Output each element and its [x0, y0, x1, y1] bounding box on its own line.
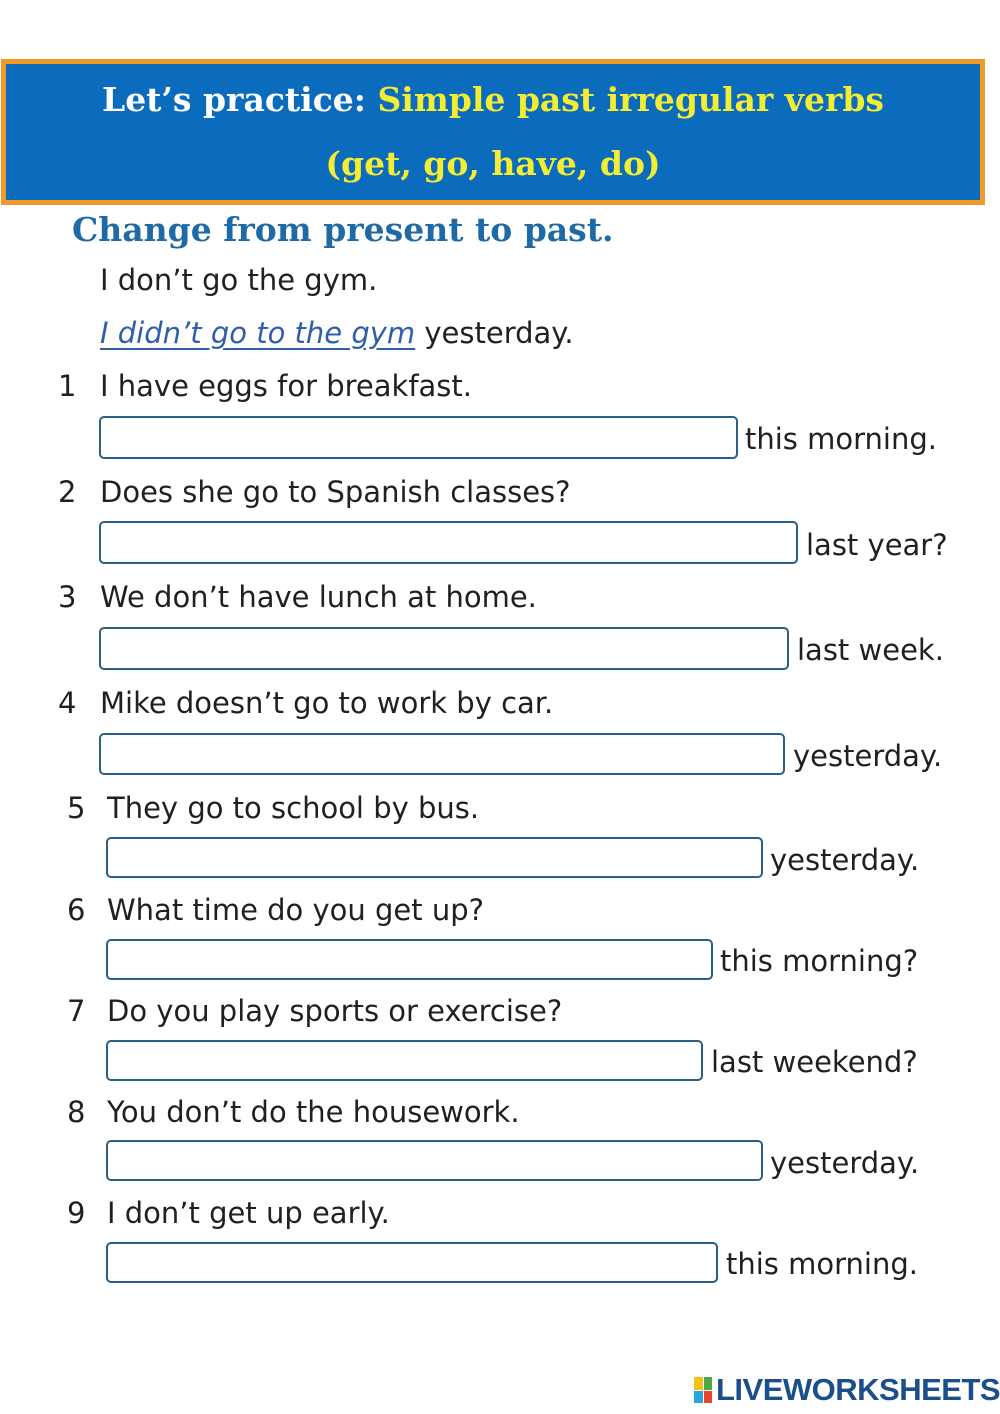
exercise-number: 7: [67, 994, 86, 1028]
instruction-heading: Change from present to past.: [72, 210, 614, 249]
exercise-prompt: Mike doesn’t go to work by car.: [100, 686, 554, 720]
example-answer: I didn’t go to the gym: [100, 316, 416, 350]
exercise-suffix: yesterday.: [770, 1146, 920, 1180]
exercise-suffix: yesterday.: [793, 739, 943, 773]
exercise-number: 1: [58, 369, 77, 403]
exercise-suffix: yesterday.: [770, 843, 920, 877]
exercise-suffix: last week.: [797, 633, 944, 667]
example-sentence: [100, 315, 574, 351]
answer-input-5[interactable]: [106, 837, 763, 878]
exercise-number: 6: [67, 893, 86, 927]
answer-input-1[interactable]: [99, 416, 738, 459]
exercise-number: 8: [67, 1095, 86, 1129]
exercise-prompt: What time do you get up?: [107, 893, 485, 927]
answer-input-9[interactable]: [106, 1242, 718, 1283]
exercise-suffix: last weekend?: [711, 1045, 918, 1079]
exercise-prompt: We don’t have lunch at home.: [100, 580, 537, 614]
title-prefix: Let’s practice:: [101, 80, 378, 119]
exercise-number: 9: [67, 1196, 86, 1230]
exercise-prompt: You don’t do the housework.: [107, 1095, 520, 1129]
title-highlight: Simple past irregular verbs: [377, 80, 884, 119]
exercise-number: 5: [67, 791, 86, 825]
exercise-number: 4: [58, 686, 77, 720]
logo-text: LIVEWORKSHEETS: [716, 1372, 1000, 1407]
title-subtitle: (get, go, have, do): [325, 144, 661, 183]
exercise-suffix: this morning.: [745, 422, 937, 456]
example-prompt: I don’t go the gym.: [100, 263, 378, 297]
exercise-suffix: this morning.: [726, 1247, 918, 1281]
answer-input-2[interactable]: [99, 521, 798, 564]
answer-input-4[interactable]: [99, 733, 785, 775]
exercise-number: 2: [58, 475, 77, 509]
exercise-prompt: I don’t get up early.: [107, 1196, 390, 1230]
example-suffix: yesterday.: [415, 316, 574, 350]
exercise-suffix: this morning?: [720, 944, 919, 978]
answer-input-8[interactable]: [106, 1140, 763, 1181]
title-line: [6, 78, 980, 122]
exercise-prompt: I have eggs for breakfast.: [100, 369, 473, 403]
answer-input-6[interactable]: [106, 939, 713, 980]
exercise-number: 3: [58, 580, 77, 614]
exercise-prompt: Do you play sports or exercise?: [107, 994, 563, 1028]
liveworksheets-logo-icon: [694, 1377, 712, 1403]
exercise-suffix: last year?: [806, 528, 948, 562]
exercise-prompt: Does she go to Spanish classes?: [100, 475, 571, 509]
answer-input-7[interactable]: [106, 1040, 703, 1081]
answer-input-3[interactable]: [99, 627, 789, 670]
liveworksheets-logo: [694, 1373, 1000, 1407]
title-banner: [1, 59, 985, 205]
exercise-prompt: They go to school by bus.: [107, 791, 480, 825]
